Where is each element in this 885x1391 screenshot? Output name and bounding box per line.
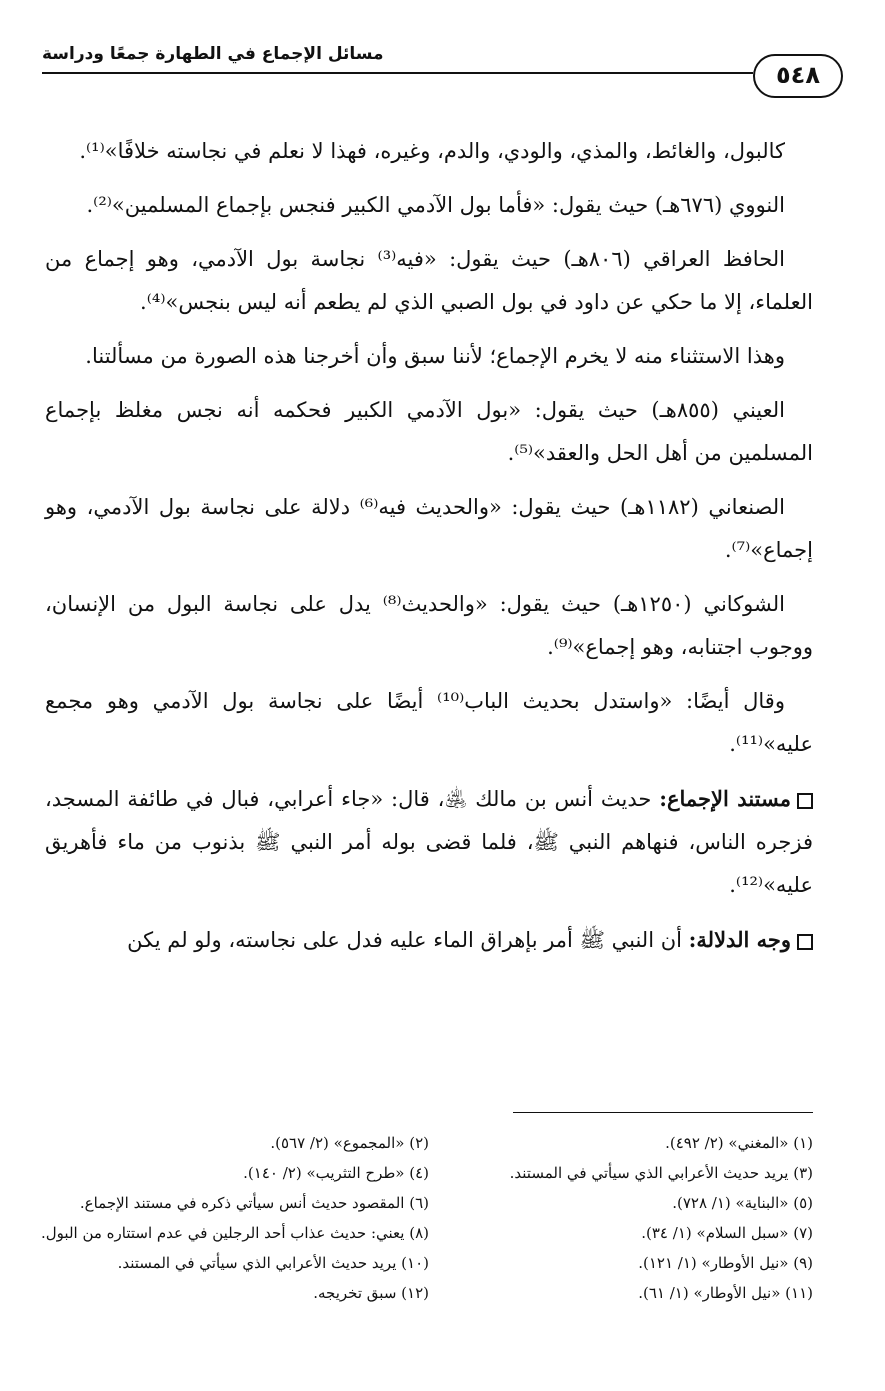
footnote-row <box>45 1158 813 1188</box>
footnote: (٦) المقصود حديث أنس سيأتي ذكره في مستند الإجماع. <box>79 1194 429 1212</box>
footnotes <box>41 1128 813 1308</box>
footnote: (١١) «نيل الأوطار» (١/ ٦١). <box>638 1284 813 1302</box>
indication-paragraph <box>45 918 813 962</box>
paragraph: وقال أيضًا: «واستدل بحديث الباب⁽¹⁰⁾ أيضًا على نجاسة بول الآدمي وهو مجمع عليه»⁽¹¹⁾. <box>45 689 813 756</box>
paragraph: النووي (٦٧٦هـ) حيث يقول: «فأما بول الآدمي الكبير فنجس بإجماع المسلمين»⁽²⁾. <box>86 193 785 217</box>
paragraph: الشوكاني (١٢٥٠هـ) حيث يقول: «والحديث⁽⁸⁾ يدل على نجاسة البول من الإنسان، ووجوب اجتنابه، وهو إجماع»⁽⁹⁾. <box>45 592 813 659</box>
footnote-row <box>45 1188 813 1218</box>
evidence-text: حديث أنس بن مالك ﵁، قال: «جاء أعرابي، فبال في طائفة المسجد، فزجره الناس، فنهاهم النبي ﷺ، فلما قضى بوله أمر النبي ﷺ بذنوب من ماء فأهريق عليه»⁽¹²⁾. <box>45 787 813 897</box>
footnote-row <box>45 1128 813 1158</box>
evidence-heading: مستند الإجماع: <box>659 786 791 811</box>
square-bullet-icon <box>797 934 813 950</box>
page-header <box>42 40 843 89</box>
footnote: (٥) «البناية» (١/ ٧٢٨). <box>672 1194 813 1212</box>
evidence-paragraph <box>45 777 813 907</box>
footnote: (٧) «سبل السلام» (١/ ٣٤). <box>641 1224 813 1242</box>
footnote-divider <box>513 1112 813 1113</box>
footnote: (٤) «طرح التثريب» (٢/ ١٤٠). <box>243 1164 429 1182</box>
footnote-row <box>45 1278 813 1308</box>
footnote: (٩) «نيل الأوطار» (١/ ١٢١). <box>638 1254 813 1272</box>
running-title: مسائل الإجماع في الطهارة جمعًا ودراسة <box>42 44 384 64</box>
main-text <box>45 130 813 973</box>
indication-heading: وجه الدلالة: <box>688 927 791 952</box>
paragraph: الحافظ العراقي (٨٠٦هـ) حيث يقول: «فيه⁽³⁾ نجاسة بول الآدمي، وهو إجماع من العلماء، إلا ما حكي عن داود في بول الصبي الذي لم يطعم أنه ليس بنجس»⁽⁴⁾. <box>45 247 813 314</box>
paragraph: كالبول، والغائط، والمذي، والودي، والدم، وغيره، فهذا لا نعلم في نجاسته خلافًا»⁽¹⁾. <box>79 139 785 163</box>
indication-text: أن النبي ﷺ أمر بإهراق الماء عليه فدل على نجاسته، ولو لم يكن <box>127 928 682 952</box>
paragraph: الصنعاني (١١٨٢هـ) حيث يقول: «والحديث فيه⁽⁶⁾ دلالة على نجاسة بول الآدمي، وهو إجماع»⁽⁷⁾. <box>45 495 813 562</box>
footnote-row <box>45 1248 813 1278</box>
paragraph: وهذا الاستثناء منه لا يخرم الإجماع؛ لأننا سبق وأن أخرجنا هذه الصورة من مسألتنا. <box>85 344 785 368</box>
paragraph: العيني (٨٥٥هـ) حيث يقول: «بول الآدمي الكبير فحكمه أنه نجس مغلظ بإجماع المسلمين من أهل الحل والعقد»⁽⁵⁾. <box>45 398 813 465</box>
footnote: (٢) «المجموع» (٢/ ٥٦٧). <box>270 1134 429 1152</box>
header-divider <box>42 72 753 74</box>
footnote: (١٠) يريد حديث الأعرابي الذي سيأتي في المستند. <box>117 1254 429 1272</box>
footnote: (٣) يريد حديث الأعرابي الذي سيأتي في المستند. <box>509 1164 813 1182</box>
footnote: (٨) يعني: حديث عذاب أحد الرجلين في عدم استتاره من البول. <box>41 1224 429 1242</box>
footnote: (١٢) سبق تخريجه. <box>313 1284 429 1302</box>
footnote-row <box>41 1218 813 1248</box>
footnote: (١) «المغني» (٢/ ٤٩٢). <box>665 1134 813 1152</box>
square-bullet-icon <box>797 793 813 809</box>
page-number: ٥٤٨ <box>753 54 843 98</box>
